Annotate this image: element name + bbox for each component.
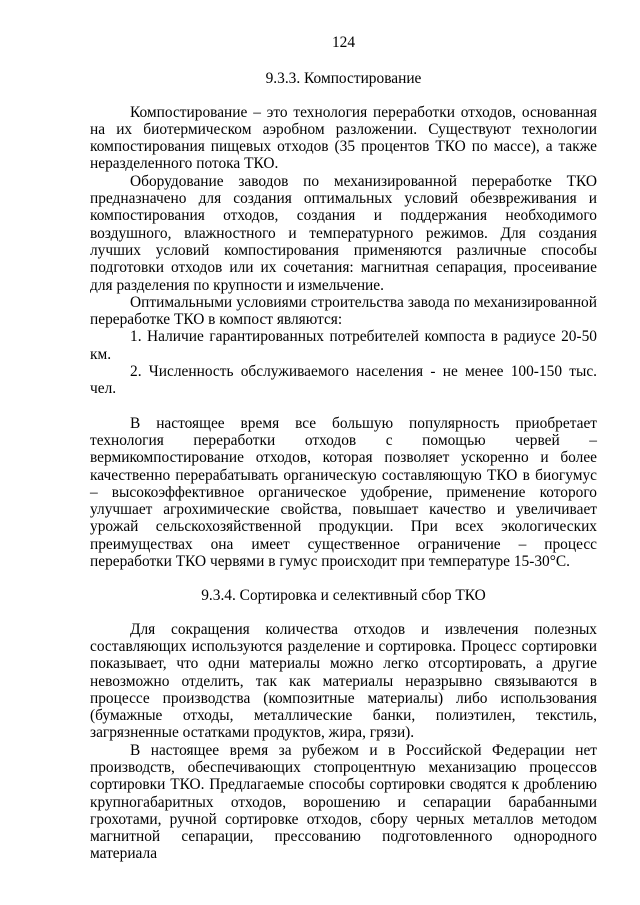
document-page bbox=[90, 34, 597, 863]
section-gap bbox=[90, 570, 597, 587]
paragraph: Оптимальными условиями строительства завода по механизированной переработке ТКО в компост являются: bbox=[90, 293, 597, 329]
list-item: 1. Наличие гарантированных потребителей компоста в радиусе 20-50 км. bbox=[90, 328, 597, 363]
section-heading-sorting: 9.3.4. Сортировка и селективный сбор ТКО bbox=[201, 587, 486, 605]
paragraph: В настоящее время за рубежом и в Российской Федерации нет производств, обеспечивающих стопроцентную механизацию процессов сортировки ТКО. Предлагаемые способы сортировки сводятся к дроблению крупногабаритных отходов, ворошению и сепарации барабанными грохотами, ручной сортировке отходов, сбору черных металлов методом магнитной сепарации, прессованию подготовленного однородного материала bbox=[90, 741, 597, 863]
paragraph: В настоящее время все большую популярность приобретает технология переработки отходов с помощью червей – вермикомпостирование отходов, которая позволяет ускоренно и более качественно перерабатывать органическую составляющую ТКО в биогумус – высокоэффективное органическое удобрение, применение которого улучшает агрохимические свойства, повышает качество и увеличивает урожай сельскохозяйственной продукции. При всех экологических преимуществах она имеет существенное ограничение – процесс переработки ТКО червями в гумус происходит при температуре 15-30°С. bbox=[90, 414, 597, 571]
list-item: 2. Численность обслуживаемого населения - не менее 100-150 тыс. чел. bbox=[90, 363, 597, 398]
section-heading-composting: 9.3.3. Компостирование bbox=[265, 70, 422, 88]
paragraph: Компостирование – это технология переработки отходов, основанная на их биотермическом аэробном разложении. Существуют технологии компостирования пищевых отходов (35 процентов ТКО по массе), а также неразделенного потока ТКО. bbox=[90, 103, 597, 173]
paragraph: Оборудование заводов по механизированной переработке ТКО предназначено для создания оптимальных условий обезвреживания и компостирования отходов, создания и поддержания необходимого воздушного, влажностного и температурного режимов. Для создания лучших условий компостирования применяются различные способы подготовки отходов или их сочетания: магнитная сепарация, просеивание для разделения по крупности и измельчение. bbox=[90, 172, 597, 294]
paragraph-gap bbox=[90, 398, 597, 415]
paragraph: Для сокращения количества отходов и извлечения полезных составляющих используются разделение и сортировка. Процесс сортировки показывает, что одни материалы можно легко отсортировать, а другие невозможно отделить, так как материалы неразрывно связываются в процессе производства (композитные материалы) либо использования (бумажные отходы, металлические банки, полиэтилен, текстиль, загрязненные остатками продуктов, жира, грязи). bbox=[90, 620, 597, 742]
page-number: 124 bbox=[331, 34, 356, 51]
